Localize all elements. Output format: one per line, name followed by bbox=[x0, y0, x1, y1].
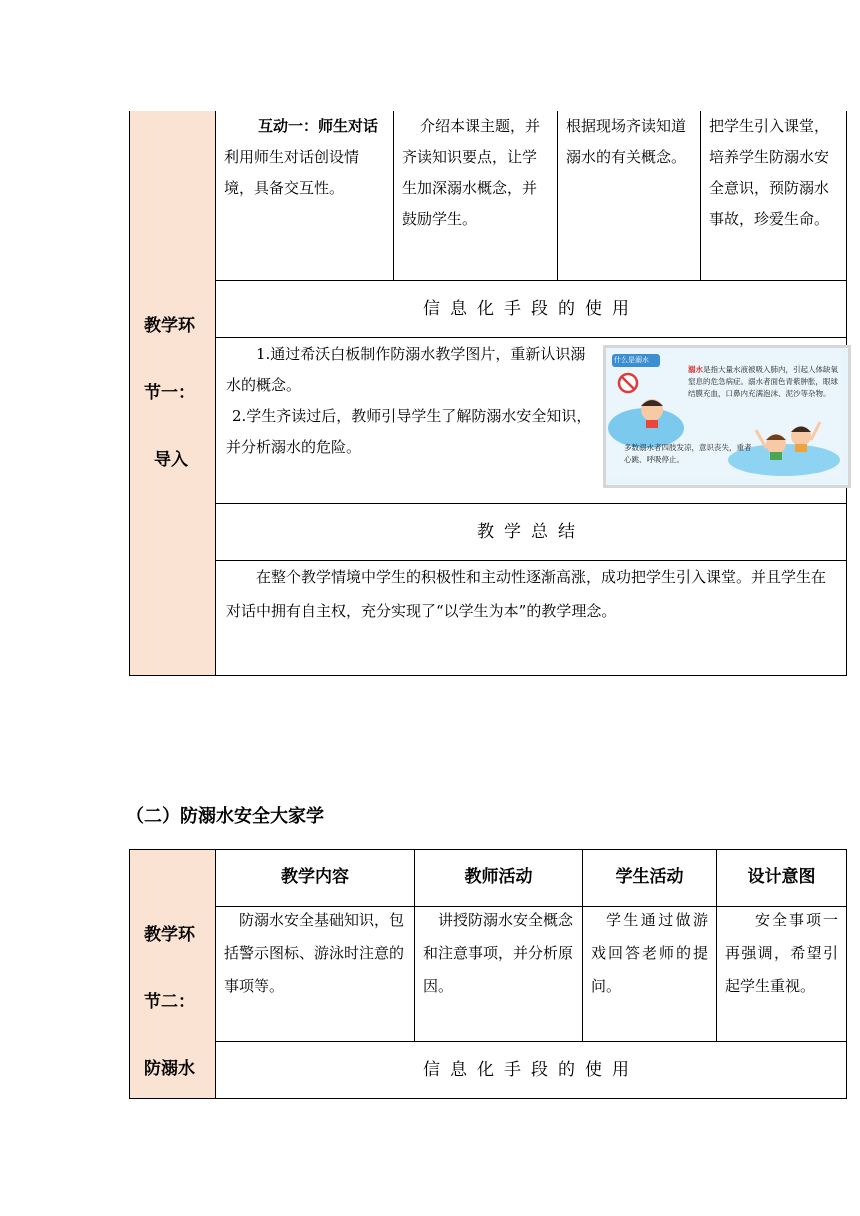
interaction-desc: 利用师生对话创设情境，具备交互性。 bbox=[224, 148, 360, 197]
student-activity-text: 根据现场齐读知道溺水的有关概念。 bbox=[566, 117, 687, 166]
table1-side-label-2: 节一： bbox=[144, 383, 195, 403]
table2-row1-content: 防溺水安全基础知识，包括警示图标、游泳时注意的事项等。 bbox=[224, 911, 405, 995]
table1-info-header: 信息化手段的使用 bbox=[423, 299, 639, 319]
table2-side-label-3: 防溺水 bbox=[144, 1059, 195, 1079]
section-title: （二）防溺水安全大家学 bbox=[126, 806, 324, 827]
table1-summary-text: 在整个教学情境中学生的积极性和主动性逐渐高涨，成功把学生引入课堂。并且学生在对话中拥有自主权，充分实现了“以学生为本”的教学理念。 bbox=[226, 568, 827, 620]
image-text-body: 是指大量水液被吸入肺内，引起人体缺氧窒息的危急病症。溺水者面色青紫肿胀，眼球结膜充血，口鼻内充满泡沫、泥沙等杂物。 bbox=[688, 365, 838, 398]
table2-header-teacher: 教师活动 bbox=[464, 867, 533, 887]
table1-row1-student bbox=[558, 111, 700, 173]
table1-row1-teacher bbox=[394, 111, 557, 235]
table2-info-header: 信息化手段的使用 bbox=[423, 1060, 639, 1080]
image-highlight: 溺水 bbox=[688, 365, 703, 374]
table1-side-label-3: 导入 bbox=[154, 450, 188, 470]
table1-side-label-1: 教学环 bbox=[144, 316, 195, 336]
image-tag: 什么是溺水 bbox=[614, 356, 649, 364]
design-intent-text: 把学生引入课堂，培养学生防溺水安全意识，预防溺水事故，珍爱生命。 bbox=[709, 117, 830, 228]
table2-row1-design: 安全事项一再强调，希望引起学生重视。 bbox=[725, 911, 838, 995]
table1-summary-header: 教学总结 bbox=[477, 522, 585, 542]
table2-header-student: 学生活动 bbox=[615, 867, 684, 887]
drowning-info-image bbox=[603, 345, 851, 488]
table2-side-label-1: 教学环 bbox=[144, 925, 195, 945]
table2-row1-teacher: 讲授防溺水安全概念和注意事项，并分析原因。 bbox=[423, 911, 574, 995]
table1-row1-content bbox=[216, 111, 393, 204]
table1-info-text bbox=[216, 339, 600, 463]
table2-header-content: 教学内容 bbox=[281, 867, 349, 887]
table2-header-design: 设计意图 bbox=[747, 867, 816, 887]
table2-side-label-2: 节二： bbox=[144, 992, 195, 1012]
image-text-2: 多数溺水者四肢发凉，意识丧失，重者心跳、呼吸停止。 bbox=[624, 443, 752, 464]
table2-row1-student: 学生通过做游戏回答老师的提问。 bbox=[591, 911, 708, 995]
image-text bbox=[688, 364, 838, 400]
table1-row1-design bbox=[701, 111, 846, 235]
teacher-activity-text: 介绍本课主题，并齐读知识要点，让学生加深溺水概念，并鼓励学生。 bbox=[402, 117, 541, 228]
interaction-title: 互动一：师生对话 bbox=[258, 117, 379, 135]
info-text-1: 1.通过希沃白板制作防溺水教学图片，重新认识溺水的概念。 bbox=[226, 345, 586, 394]
info-text-2: 2.学生齐读过后，教师引导学生了解防溺水安全知识，并分析溺水的危险。 bbox=[226, 407, 592, 456]
